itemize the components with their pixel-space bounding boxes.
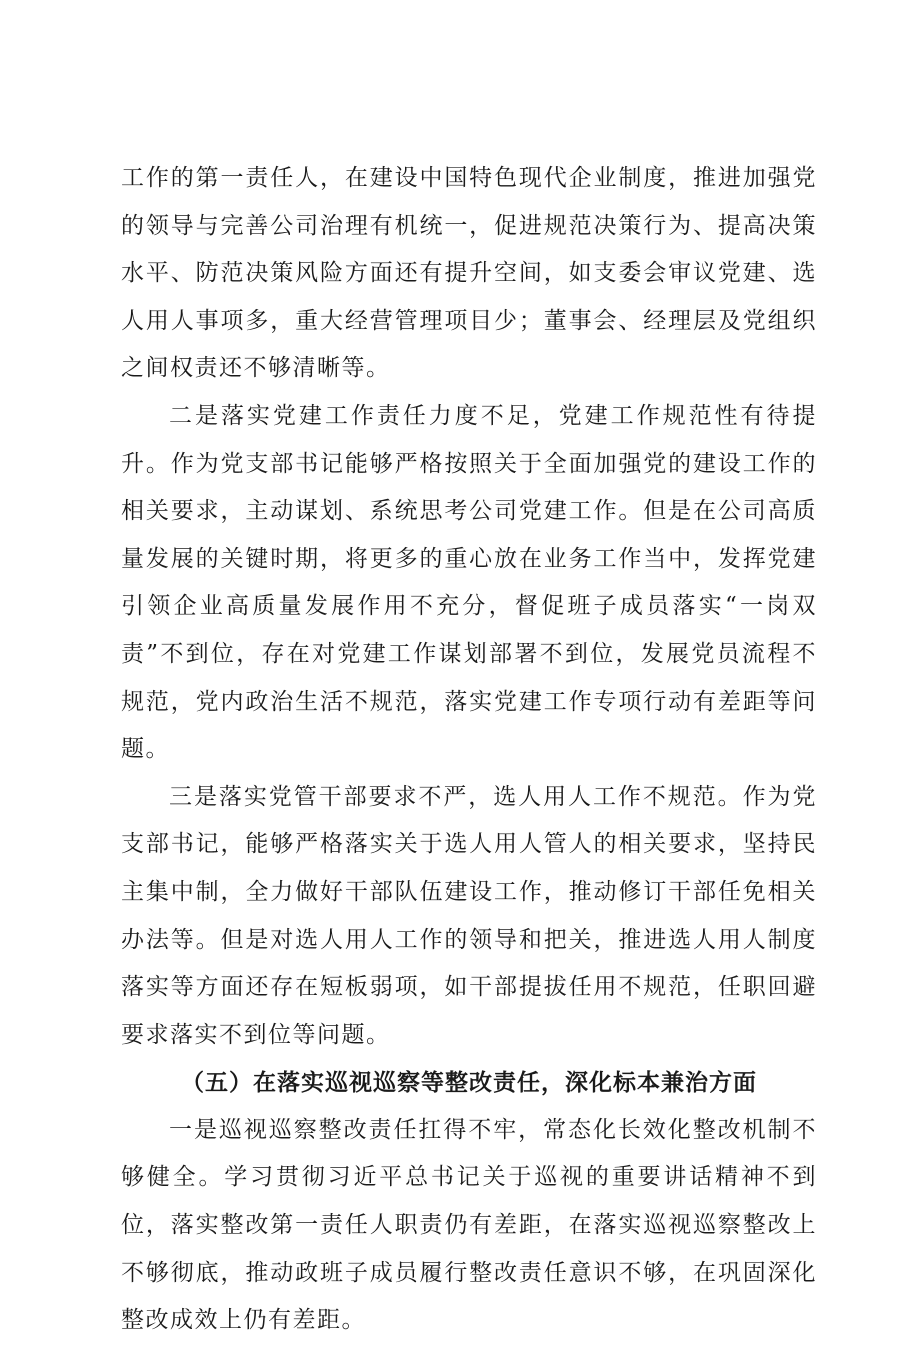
paragraph-inspection-rectification: 一是巡视巡察整改责任扛得不牢，常态化长效化整改机制不够健全。学习贯彻习近平总书记关于巡视的重要讲话精神不到位，落实整改第一责任人职责仍有差距，在落实巡视巡察整改上不够彻底，推动政班子成员履行整改责任意识不够，在巩固深化整改成效上仍有差距。 <box>121 1116 817 1334</box>
section-heading: （五）在落实巡视巡察等整改责任，深化标本兼治方面 <box>181 1069 757 1097</box>
paragraph-cadre-management: 三是落实党管干部要求不严，选人用人工作不规范。作为党支部书记，能够严格落实关于选人用人管人的相关要求，坚持民主集中制，全力做好干部队伍建设工作，推动修订干部任免相关办法等。但是对选人用人工作的领导和把关，推进选人用人制度落实等方面还存在短板弱项，如干部提拔任用不规范，任职回避要求落实不到位等问题。 <box>121 783 817 1048</box>
paragraph-continued: 工作的第一责任人，在建设中国特色现代企业制度，推进加强党的领导与完善公司治理有机统一，促进规范决策行为、提高决策水平、防范决策风险方面还有提升空间，如支委会审议党建、选人用人事项多，重大经营管理项目少；董事会、经理层及党组织之间权责还不够清晰等。 <box>121 165 817 382</box>
paragraph-party-building: 二是落实党建工作责任力度不足，党建工作规范性有待提升。作为党支部书记能够严格按照关于全面加强党的建设工作的相关要求，主动谋划、系统思考公司党建工作。但是在公司高质量发展的关键时期，将更多的重心放在业务工作当中，发挥党建引领企业高质量发展作用不充分，督促班子成员落实“一岗双责”不到位，存在对党建工作谋划部署不到位，发展党员流程不规范，党内政治生活不规范，落实党建工作专项行动有差距等问题。 <box>121 402 817 763</box>
document-body <box>121 155 817 1345</box>
